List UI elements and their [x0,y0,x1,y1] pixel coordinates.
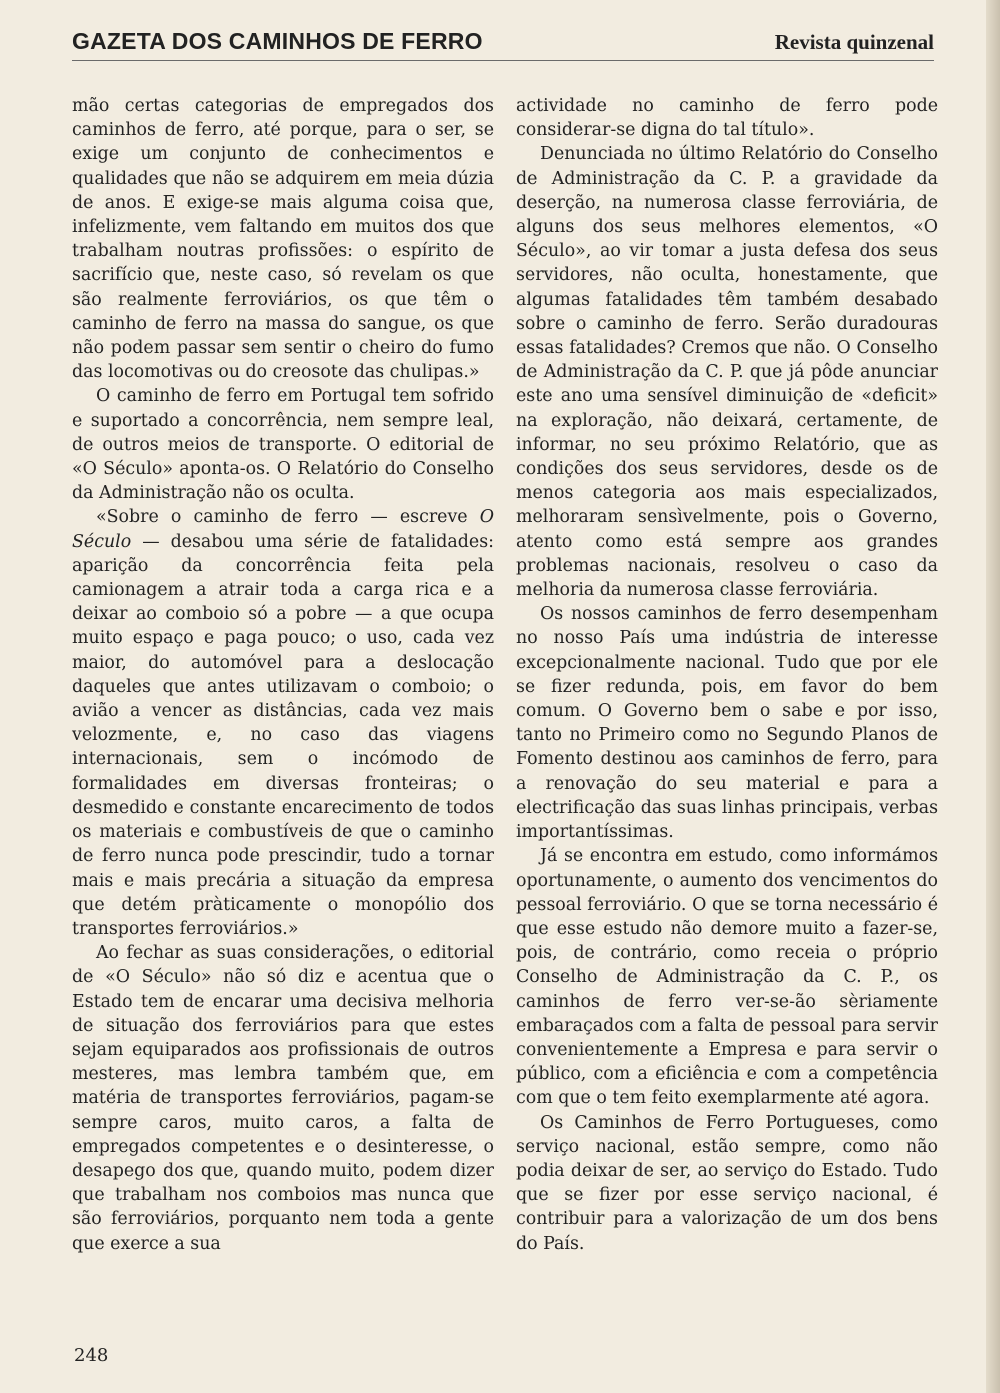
paragraph: actividade no caminho de ferro pode considerar-se digna do tal título». [516,96,938,141]
page-edge-shadow [986,0,1000,1393]
paragraph-text: «Sobre o caminho de ferro — escreve [96,507,480,528]
paragraph: Ao fechar as suas considerações, o editorial de «O Século» não só diz e acentua que o Estado tem de encarar uma decisiva melhoria de situação dos ferroviários para que estes sejam equiparados aos profissionais de outros mesteres, mas lembra também que, em matéria de transportes ferroviários, pagam-se sempre caros, muito caros, a falta de empregados competentes e o desinteresse, o desapego dos que, quando muito, podem dizer que trabalham nos comboios mas nunca que são ferroviários, porquanto nem toda a gente que exerce a sua [72,943,494,1254]
paragraph: Já se encontra em estudo, como informámos oportunamente, o aumento dos vencimentos do pessoal ferroviário. O que se torna necessário é que esse estudo não demore muito a fazer-se, pois, de contrário, como receia o próprio Conselho de Administração da C. P., os caminhos de ferro ver-se-ão sèriamente embaraçados com a falta de pessoal para servir convenientemente a Empresa e para servir o público, com a eficiência e com a competência com que o tem feito exemplarmente até agora. [516,846,938,1109]
paragraph: Denunciada no último Relatório do Conselho de Administração da C. P. a gravidade da deserção, na numerosa classe ferroviária, de alguns dos seus melhores elementos, «O Século», ao vir tomar a justa defesa dos seus servidores, não oculta, honestamente, que algumas fatalidades têm também desabado sobre o caminho de ferro. Serão duradouras essas fatalidades? Cremos que não. O Conselho de Administração da C. P. que já pôde anunciar este ano uma sensível diminuição de «deficit» na exploração, não deixará, certamente, de informar, no seu próximo Relatório, que as condições dos seus servidores, desde os de menos categoria aos mais especializados, melhoraram sensìvelmente, pois o Governo, atento como está sempre aos grandes problemas nacionais, resolveu o caso da melhoria da numerosa classe ferroviária. [516,144,938,601]
newspaper-name-italic: O Século [72,507,494,552]
paragraph: Os nossos caminhos de ferro desempenham no nosso País uma indústria de interesse excepcionalmente nacional. Tudo que por ele se fizer redunda, pois, em favor do bem comum. O Governo bem o sabe e por isso, tanto no Primeiro como no Segundo Planos de Fomento destinou aos caminhos de ferro, para a renovação do seu material e para a electrificação das suas linhas principais, verbas importantíssimas. [516,604,938,843]
right-column [516,94,938,1256]
page-header [72,26,934,61]
paragraph: Os Caminhos de Ferro Portugueses, como serviço nacional, estão sempre, como não podia deixar de ser, ao serviço do Estado. Tudo que se fizer por esse serviço nacional, é contribuir para a valorização de um dos bens do País. [516,1112,938,1254]
page-number: 248 [74,1345,109,1366]
left-column [72,94,494,1256]
journal-title: GAZETA DOS CAMINHOS DE FERRO [72,28,483,54]
paragraph-text: — desabou uma série de fatalidades: aparição da concorrência feita pela camionagem a atrair toda a carga rica e a deixar ao comboio só a pobre — a que ocupa muito espaço e paga pouco; o uso, cada vez maior, do automóvel para a deslocação daqueles que antes utilizavam o comboio; o avião a vencer as distâncias, cada vez mais velozmente, e, no caso das viagens internacionais, sem o incómodo de formalidades em diversas fronteiras; o desmedido e constante encarecimento de todos os materiais e combustíveis de que o caminho de ferro nunca pode prescindir, tudo a tornar mais e mais precária a situação da empresa que detém pràticamente o monopólio dos transportes ferroviários.» [72,531,494,939]
paragraph: O caminho de ferro em Portugal tem sofrido e suportado a concorrência, nem sempre leal, de outros meios de transporte. O editorial de «O Século» aponta-os. O Relatório do Conselho da Administração não os oculta. [72,386,494,504]
paragraph: mão certas categorias de empregados dos caminhos de ferro, até porque, para o ser, se exige um conjunto de conhecimentos e qualidades que não se adquirem em meia dúzia de anos. E exige-se mais alguma coisa que, infelizmente, vem faltando em muitos dos que trabalham noutras profissões: o espírito de sacrifício que, neste caso, só revelam os que são realmente ferroviários, os que têm o caminho de ferro na massa do sangue, os que não podem passar sem sentir o cheiro do fumo das locomotivas ou do creosote das chulipas.» [72,96,494,383]
journal-section: Revista quinzenal [774,30,934,54]
paragraph-quote [72,505,494,941]
